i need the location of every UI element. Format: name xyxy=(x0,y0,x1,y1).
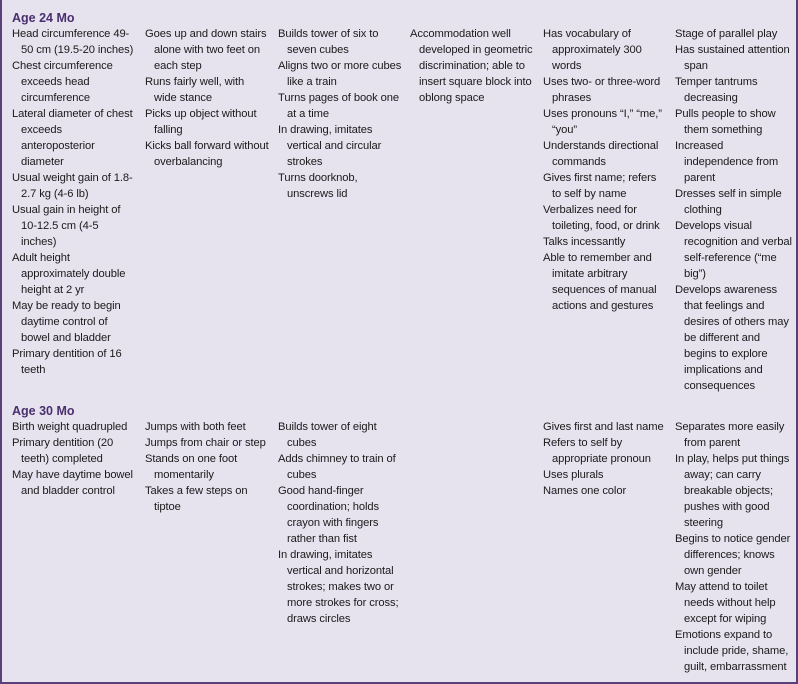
section-heading: Age 24 Mo xyxy=(12,11,75,25)
entry: Able to remember and imitate arbitrary sequences of manual actions and gestures xyxy=(543,252,657,312)
entry: Builds tower of six to seven cubes xyxy=(278,28,379,56)
entry: Picks up object without falling xyxy=(145,108,257,136)
entry: Stands on one foot momentarily xyxy=(145,453,238,481)
entry: Goes up and down stairs alone with two feet on each step xyxy=(145,28,267,72)
entry: Kicks ball forward without overbalancing xyxy=(145,140,269,168)
entry: Primary dentition (20 teeth) completed xyxy=(12,437,114,465)
entry: Verbalizes need for toileting, food, or drink xyxy=(543,204,660,232)
column-physical xyxy=(12,419,136,499)
entry: Uses two- or three-word phrases xyxy=(543,76,661,104)
entry: Gives first name; refers to self by name xyxy=(543,172,657,200)
entry: Develops awareness that feelings and desires of others may be different and begins to explore implications and consequences xyxy=(675,284,789,392)
entry: Good hand-finger coordination; holds crayon with fingers rather than fist xyxy=(278,485,380,545)
entry: In play, helps put things away; can carry breakable objects; pushes with good steering xyxy=(675,453,790,529)
entry: Develops visual recognition and verbal self-reference (“me big”) xyxy=(675,220,792,280)
column-physical xyxy=(12,26,136,378)
entry: Builds tower of eight cubes xyxy=(278,421,377,449)
entry: Has sustained attention span xyxy=(675,44,790,72)
entry: Increased independence from parent xyxy=(675,140,779,184)
column-fine-motor xyxy=(278,419,402,627)
entry: Chest circumference exceeds head circumference xyxy=(12,60,113,104)
entry: Gives first and last name xyxy=(543,421,664,433)
entry: Accommodation well developed in geometric discrimination; able to insert square block into oblong space xyxy=(410,28,533,104)
entry: Turns pages of book one at a time xyxy=(278,92,400,120)
section-heading: Age 30 Mo xyxy=(12,404,75,418)
entry: May be ready to begin daytime control of bowel and bladder xyxy=(12,300,121,344)
entry: Names one color xyxy=(543,485,627,497)
entry: Birth weight quadrupled xyxy=(12,421,128,433)
column-socialization xyxy=(675,26,793,394)
entry: Separates more easily from parent xyxy=(675,421,785,449)
entry: Emotions expand to include pride, shame, guilt, embarrassment xyxy=(675,629,789,673)
entry: Usual weight gain of 1.8-2.7 kg (4-6 lb) xyxy=(12,172,133,200)
entry: Turns doorknob, unscrews lid xyxy=(278,172,358,200)
column-sensory xyxy=(410,26,534,106)
entry: Uses pronouns “I,” “me,” “you” xyxy=(543,108,662,136)
entry: Primary dentition of 16 teeth xyxy=(12,348,122,376)
entry: Talks incessantly xyxy=(543,236,626,248)
entry: Lateral diameter of chest exceeds anteroposterior diameter xyxy=(12,108,133,168)
entry: Pulls people to show them something xyxy=(675,108,776,136)
entry: Understands directional commands xyxy=(543,140,659,168)
entry: In drawing, imitates vertical and circular strokes xyxy=(278,124,382,168)
entry: Refers to self by appropriate pronoun xyxy=(543,437,651,465)
column-gross-motor xyxy=(145,419,269,515)
column-fine-motor xyxy=(278,26,402,202)
entry: Stage of parallel play xyxy=(675,28,778,40)
entry: Takes a few steps on tiptoe xyxy=(145,485,248,513)
entry: Head circumference 49-50 cm (19.5-20 inches) xyxy=(12,28,134,56)
entry: Jumps from chair or step xyxy=(145,437,266,449)
entry: Temper tantrums decreasing xyxy=(675,76,758,104)
entry: Adult height approximately double height at 2 yr xyxy=(12,252,126,296)
entry: May have daytime bowel and bladder control xyxy=(12,469,133,497)
column-socialization xyxy=(675,419,793,675)
entry: Adds chimney to train of cubes xyxy=(278,453,396,481)
entry: Dresses self in simple clothing xyxy=(675,188,782,216)
column-language xyxy=(543,26,667,314)
entry: Runs fairly well, with wide stance xyxy=(145,76,245,104)
entry: Uses plurals xyxy=(543,469,604,481)
entry: Begins to notice gender differences; knows own gender xyxy=(675,533,791,577)
entry: Aligns two or more cubes like a train xyxy=(278,60,402,88)
column-gross-motor xyxy=(145,26,269,170)
column-language xyxy=(543,419,667,499)
entry: Has vocabulary of approximately 300 words xyxy=(543,28,642,72)
entry: May attend to toilet needs without help except for wiping xyxy=(675,581,776,625)
entry: In drawing, imitates vertical and horizontal strokes; makes two or more strokes for cross; draws circles xyxy=(278,549,399,625)
entry: Jumps with both feet xyxy=(145,421,246,433)
entry: Usual gain in height of 10-12.5 cm (4-5 inches) xyxy=(12,204,121,248)
